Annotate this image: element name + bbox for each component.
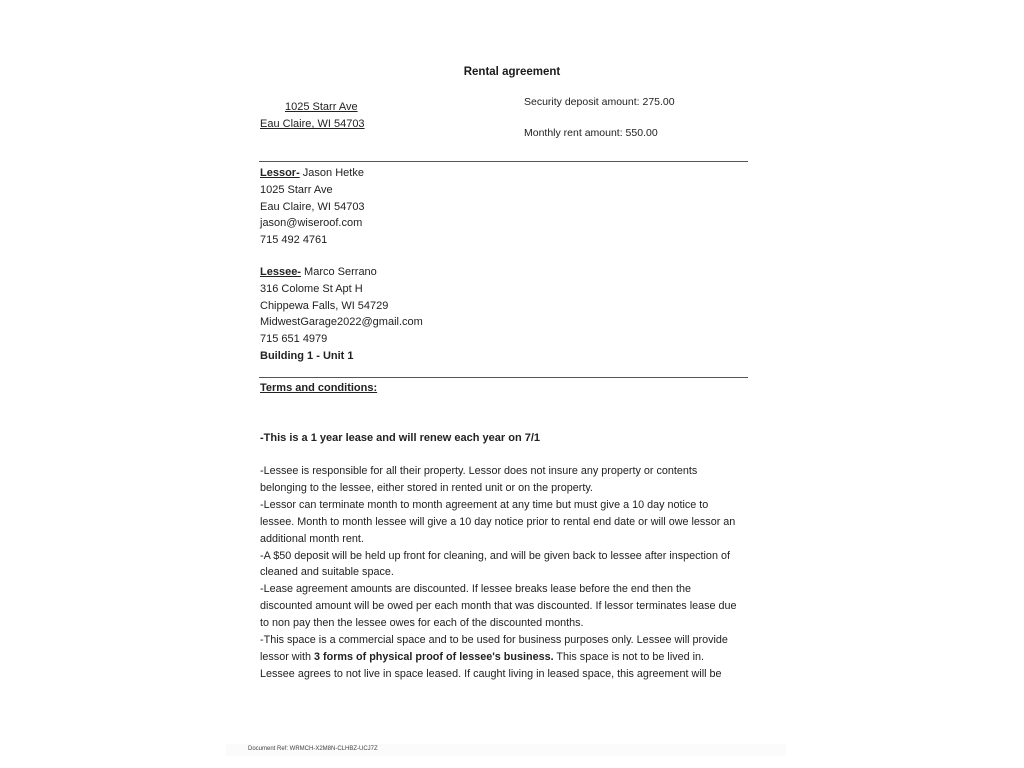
lessor-name: Jason Hetke	[299, 167, 364, 179]
lessee-label: Lessee-	[260, 266, 301, 278]
terms-body	[260, 463, 770, 683]
lease-term: -This is a 1 year lease and will renew each year on 7/1	[260, 432, 541, 444]
lessor-email: jason@wiseroof.com	[260, 217, 363, 230]
terms-heading: Terms and conditions:	[260, 382, 378, 394]
terms-line: discounted amount will be owed per each month that was discounted. If lessor terminates lease due	[260, 600, 737, 613]
lessee-name: Marco Serrano	[300, 266, 377, 278]
proof-before: lessor with	[260, 650, 315, 663]
terms-line: belonging to the lessee, either stored in rented unit or on the property.	[260, 481, 593, 494]
lessee-line	[260, 264, 423, 281]
monthly-rent: Monthly rent amount: 550.00	[524, 127, 658, 139]
lessor-phone: 715 492 4761	[260, 234, 328, 247]
lessee-unit: Building 1 - Unit 1	[260, 349, 354, 362]
proof-bold: 3 forms of physical proof of lessee's business.	[314, 650, 554, 663]
property-street: 1025 Starr Ave	[285, 101, 358, 113]
document-title: Rental agreement	[463, 66, 561, 78]
property-city: Eau Claire, WI 54703	[260, 118, 365, 130]
terms-line: -Lessor can terminate month to month agreement at any time but must give a 10 day notice to	[260, 498, 709, 511]
divider-bottom	[259, 377, 748, 378]
lessee-phone: 715 651 4979	[260, 333, 328, 346]
terms-line: to non pay then the lessee owes for each of the discounted months.	[260, 617, 584, 630]
proof-line	[260, 649, 770, 666]
terms-line: lessee. Month to month lessee will give a 10 day notice prior to rental end date or will owe lessor an	[260, 515, 736, 528]
terms-line: -Lessee is responsible for all their property. Lessor does not insure any property or contents	[260, 465, 698, 477]
terms-line: -Lease agreement amounts are discounted. If lessee breaks lease before the end then the	[260, 583, 691, 596]
lessor-street: 1025 Starr Ave	[260, 183, 333, 196]
terms-line: additional month rent.	[260, 532, 364, 545]
lessor-block	[260, 165, 365, 249]
proof-after: This space is not to be lived in.	[553, 650, 705, 663]
terms-line: cleaned and suitable space.	[260, 566, 394, 579]
divider-top	[259, 161, 748, 162]
lessor-city: Eau Claire, WI 54703	[260, 200, 365, 213]
lessor-line	[260, 165, 365, 182]
lessee-street: 316 Colome St Apt H	[260, 282, 363, 295]
lessee-city: Chippewa Falls, WI 54729	[260, 299, 389, 312]
security-deposit: Security deposit amount: 275.00	[524, 96, 675, 108]
terms-line: -A $50 deposit will be held up front for cleaning, and will be given back to lessee after inspection of	[260, 549, 730, 562]
lessee-block	[260, 264, 423, 365]
property-address	[260, 99, 365, 133]
lessee-email: MidwestGarage2022@gmail.com	[260, 316, 423, 329]
lessor-label: Lessor-	[260, 167, 300, 179]
amounts-block	[524, 96, 675, 139]
terms-last-line: Lessee agrees to not live in space leased. If caught living in leased space, this agreement will be	[260, 667, 722, 680]
document-reference: Document Ref: WRMCH-X2M8N-CLHBZ-UCJ7Z	[248, 746, 378, 752]
terms-line: -This space is a commercial space and to be used for business purposes only. Lessee will provide	[260, 634, 728, 647]
